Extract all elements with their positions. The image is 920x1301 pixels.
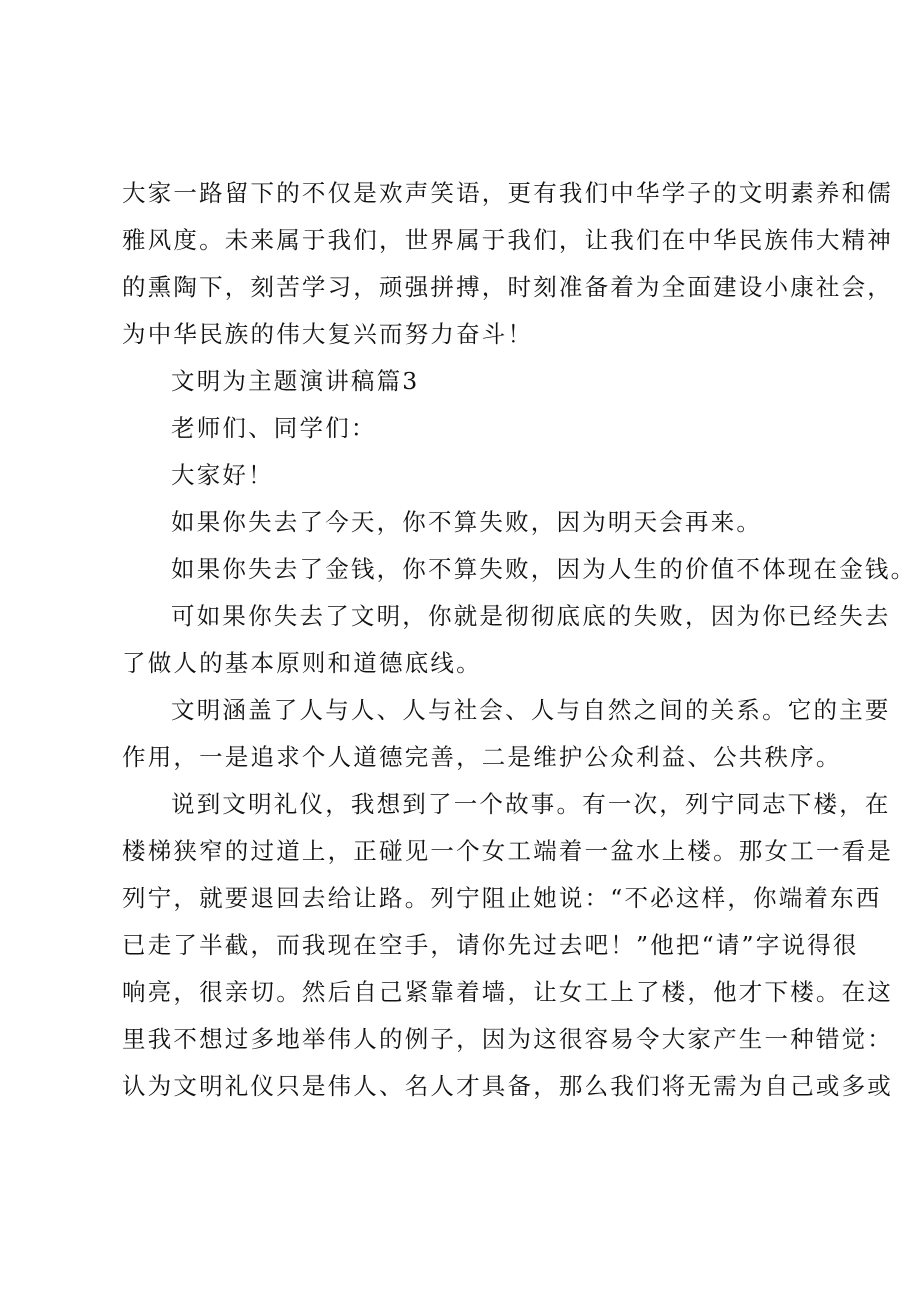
paragraph-line: 如果你失去了金钱，你不算失败，因为人生的价值不体现在金钱。 <box>171 555 917 583</box>
paragraph-line: 可如果你失去了文明，你就是彻彻底底的失败，因为你已经失去 <box>171 602 891 630</box>
paragraph-line: 楼梯狭窄的过道上，正碰见一个女工端着一盆水上楼。那女工一看是 <box>122 837 893 865</box>
paragraph-line: 列宁，就要退回去给让路。列宁阻止她说：“不必这样，你端着东西 <box>122 884 882 912</box>
paragraph-line: 已走了半截，而我现在空手，请你先过去吧！”他把“请”字说得很 <box>122 931 859 959</box>
salutation: 老师们、同学们： <box>171 414 377 442</box>
paragraph-line: 文明涵盖了人与人、人与社会、人与自然之间的关系。它的主要 <box>171 696 891 724</box>
paragraph-line: 认为文明礼仪只是伟人、名人才具备，那么我们将无需为自己或多或 <box>122 1072 893 1100</box>
section-heading: 文明为主题演讲稿篇3 <box>171 367 420 395</box>
body-line: 大家一路留下的不仅是欢声笑语，更有我们中华学子的文明素养和儒 <box>122 179 893 207</box>
paragraph-line: 了做人的基本原则和道德底线。 <box>122 649 482 677</box>
paragraph-line: 说到文明礼仪，我想到了一个故事。有一次，列宁同志下楼，在 <box>171 790 891 818</box>
paragraph-line: 里我不想过多地举伟人的例子，因为这很容易令大家产生一种错觉： <box>122 1025 893 1053</box>
paragraph-line: 如果你失去了今天，你不算失败，因为明天会再来。 <box>171 508 763 536</box>
paragraph-line: 响亮，很亲切。然后自己紧靠着墙，让女工上了楼，他才下楼。在这 <box>122 978 893 1006</box>
body-line: 雅风度。未来属于我们，世界属于我们，让我们在中华民族伟大精神 <box>122 226 893 254</box>
body-line: 的熏陶下，刻苦学习，顽强拼搏，时刻准备着为全面建设小康社会， <box>122 273 893 301</box>
document-body <box>122 170 917 1110</box>
body-line: 为中华民族的伟大复兴而努力奋斗！ <box>122 320 534 348</box>
paragraph-line: 作用，一是追求个人道德完善，二是维护公众利益、公共秩序。 <box>122 743 842 771</box>
greeting: 大家好！ <box>171 461 274 489</box>
